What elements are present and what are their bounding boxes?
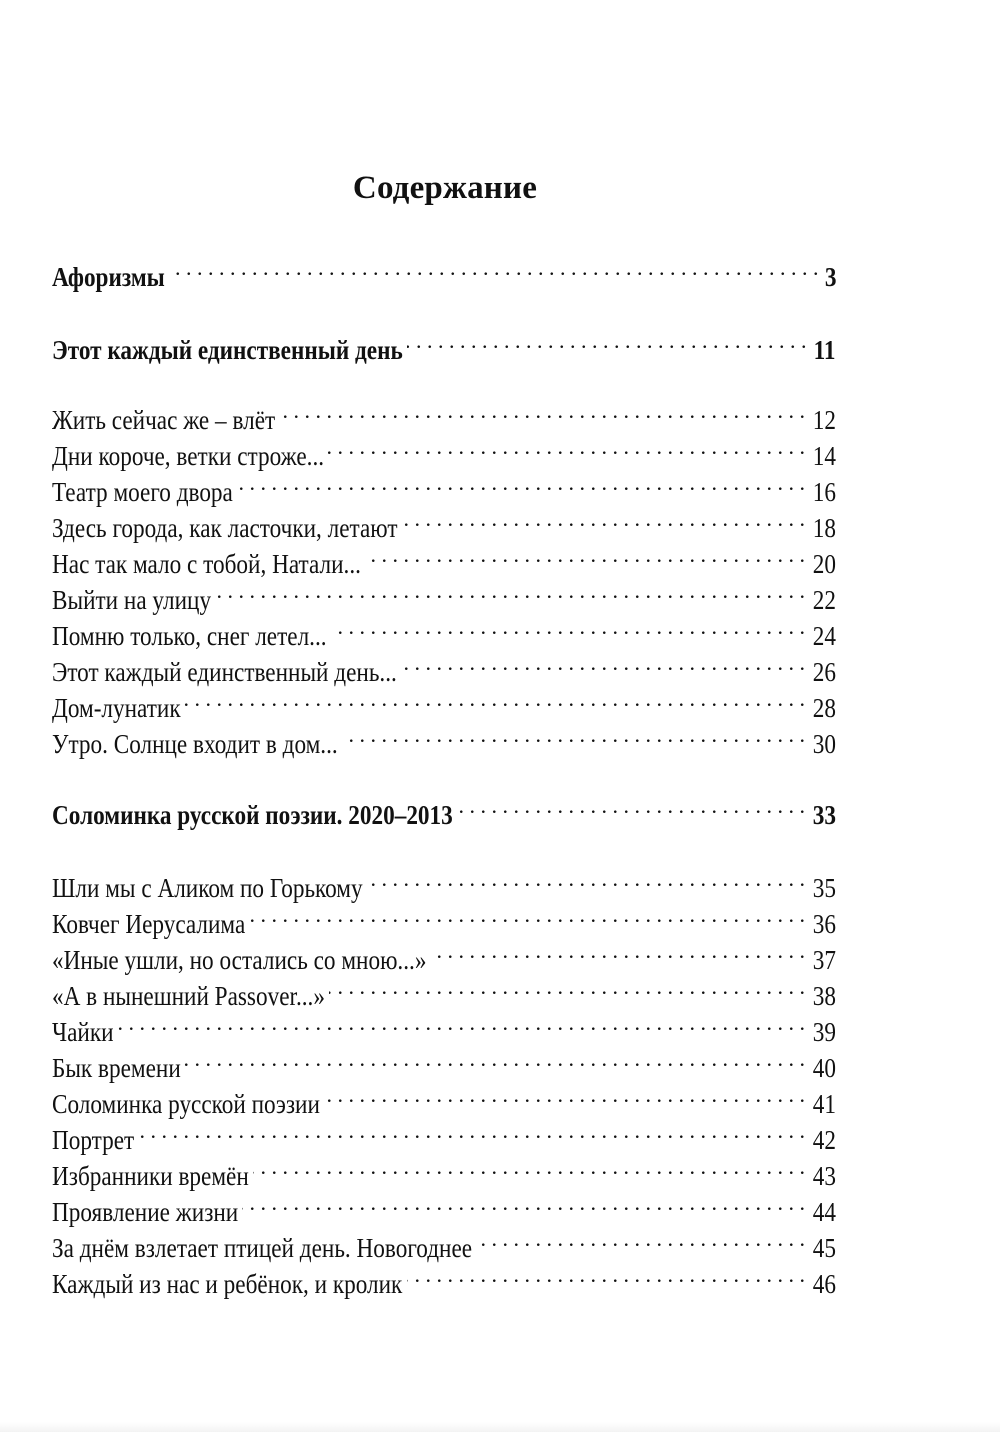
dot-leader <box>407 323 809 359</box>
toc-section <box>52 250 836 292</box>
dot-leader <box>401 645 807 681</box>
toc-page-number: 28 <box>812 693 836 723</box>
dot-leader <box>367 861 807 897</box>
toc-page-number: 42 <box>812 1125 836 1155</box>
toc-entry-title: Театр моего двора <box>52 477 233 507</box>
toc-entry-title: Утро. Солнце входит в дом... <box>52 729 338 759</box>
toc-page-number: 16 <box>812 477 836 507</box>
toc-page-number: 43 <box>812 1161 836 1191</box>
toc-section-title: Афоризмы <box>52 262 165 292</box>
toc-section-heading <box>52 323 836 365</box>
toc-page-number: 11 <box>814 335 836 365</box>
toc-page-number: 18 <box>812 513 836 543</box>
dot-leader <box>138 1113 807 1149</box>
toc-page-number: 33 <box>812 800 836 830</box>
dot-leader <box>329 969 807 1005</box>
toc-page-number: 20 <box>812 549 836 579</box>
toc-entry-title: Соломинка русской поэзии <box>52 1089 320 1119</box>
dot-leader <box>477 1221 807 1257</box>
toc-entry <box>52 1041 836 1083</box>
toc-page-number: 46 <box>812 1269 836 1299</box>
dot-leader <box>342 717 807 753</box>
dot-leader <box>365 537 807 573</box>
dot-leader <box>457 788 807 824</box>
toc-entry-title: Дом-лунатик <box>52 693 181 723</box>
dot-leader <box>331 609 807 645</box>
dot-leader <box>401 501 807 537</box>
toc-entry-title: За днём взлетает птицей день. Новогоднее <box>52 1233 473 1263</box>
toc-entry-list <box>52 393 836 759</box>
toc-entry-title: Чайки <box>52 1017 114 1047</box>
toc-page-number: 26 <box>812 657 836 687</box>
toc-entry-title: Жить сейчас же – влёт <box>52 405 276 435</box>
toc-entry <box>52 393 836 435</box>
dot-leader <box>215 573 807 609</box>
page-bottom-edge <box>0 1422 1000 1432</box>
toc-section-heading <box>52 788 836 830</box>
toc-entry-title: Помню только, снег летел... <box>52 621 327 651</box>
page-title: Содержание <box>352 170 538 206</box>
dot-leader <box>184 1041 807 1077</box>
dot-leader <box>117 1005 807 1041</box>
dot-leader <box>242 1185 807 1221</box>
toc-entry-title: Здесь города, как ласточки, летают <box>52 513 398 543</box>
toc-entry <box>52 1113 836 1155</box>
toc-page-number: 40 <box>812 1053 836 1083</box>
toc-page-number: 37 <box>812 945 836 975</box>
toc-section <box>52 788 836 830</box>
toc-section-heading <box>52 250 836 292</box>
toc-page-number: 30 <box>812 729 836 759</box>
toc-page-number: 24 <box>812 621 836 651</box>
toc-entry-title: Портрет <box>52 1125 135 1155</box>
toc-page-number: 22 <box>812 585 836 615</box>
toc-entry-title: Ковчег Иерусалима <box>52 909 246 939</box>
toc-entry-title: Бык времени <box>52 1053 181 1083</box>
toc-entry <box>52 861 836 903</box>
toc-entry-title: Выйти на улицу <box>52 585 212 615</box>
toc-page-number: 45 <box>812 1233 836 1263</box>
dot-leader <box>169 250 821 286</box>
toc-entry-title: Этот каждый единственный день... <box>52 657 397 687</box>
toc-section <box>52 323 836 365</box>
toc-page-number: 41 <box>812 1089 836 1119</box>
toc-entry-title: Проявление жизни <box>52 1197 239 1227</box>
toc-entry <box>52 1005 836 1047</box>
dot-leader <box>407 1257 807 1293</box>
toc-entry-title: Шли мы с Аликом по Горькому <box>52 873 363 903</box>
toc-page-number: 44 <box>812 1197 836 1227</box>
dot-leader <box>280 393 807 429</box>
toc-entry-title: «Иные ушли, но остались со мною...» <box>52 945 427 975</box>
toc-entry-title: Дни короче, ветки строже... <box>52 441 325 471</box>
toc-page-number: 39 <box>812 1017 836 1047</box>
toc-entry-title: Нас так мало с тобой, Натали... <box>52 549 361 579</box>
toc-entry-title: Каждый из нас и ребёнок, и кролик <box>52 1269 403 1299</box>
toc-entry-list <box>52 861 836 1299</box>
toc-section-title: Этот каждый единственный день <box>52 335 403 365</box>
dot-leader <box>184 681 807 717</box>
toc-page-number: 12 <box>812 405 836 435</box>
toc-entry-title: Избранники времён <box>52 1161 249 1191</box>
toc-page-number: 38 <box>812 981 836 1011</box>
toc-page-number: 14 <box>812 441 836 471</box>
dot-leader <box>431 933 807 969</box>
toc-entry-title: «А в нынешний Passover...» <box>52 981 325 1011</box>
toc-page-number: 35 <box>812 873 836 903</box>
dot-leader <box>328 429 807 465</box>
toc-page-number: 3 <box>824 262 836 292</box>
toc-entry <box>52 1149 836 1191</box>
toc-section-title: Соломинка русской поэзии. 2020–2013 <box>52 800 453 830</box>
dot-leader <box>323 1077 807 1113</box>
dot-leader <box>249 897 807 933</box>
toc-page-number: 36 <box>812 909 836 939</box>
dot-leader <box>253 1149 807 1185</box>
dot-leader <box>237 465 807 501</box>
